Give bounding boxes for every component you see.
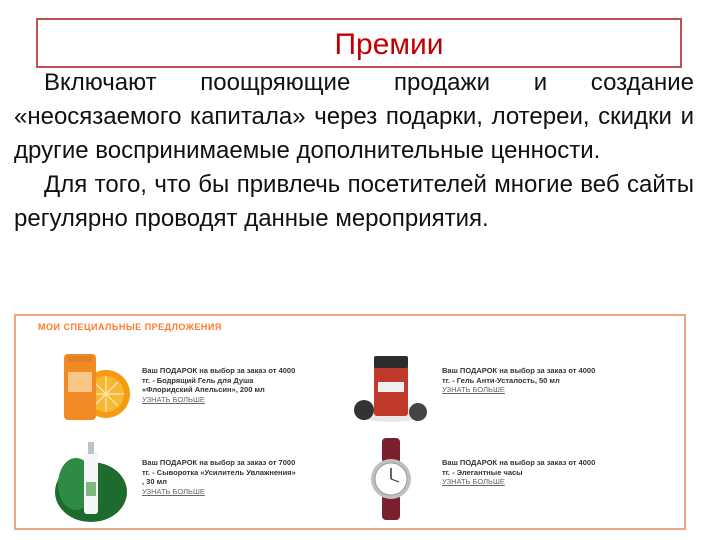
offer-item[interactable] [346, 434, 646, 524]
special-offers-screenshot [14, 314, 686, 530]
offer-text [442, 366, 652, 395]
shower-gel-orange-icon [46, 342, 136, 432]
offer-line: тг. - Бодрящий Гель для Душа [142, 375, 254, 385]
offer-text [442, 458, 652, 487]
slide-title-box [36, 18, 682, 68]
offer-line: тг. - Сыворотка «Усилитель Увлажнения» [142, 467, 296, 477]
offer-line: Ваш ПОДАРОК на выбор за заказ от 7000 [142, 458, 296, 467]
paragraph-websites: Для того, что бы привлечь посетителей многие веб сайты регулярно проводят данные мероприятия. [14, 171, 694, 232]
special-offers-header: МОИ СПЕЦИАЛЬНЫЕ ПРЕДЛОЖЕНИЯ [38, 322, 222, 332]
offer-text [142, 458, 352, 496]
offer-line: тг. - Элегантные часы [442, 467, 523, 477]
offer-line: Ваш ПОДАРОК на выбор за заказ от 4000 [442, 458, 596, 467]
offer-item[interactable] [46, 342, 346, 432]
learn-more-link[interactable]: УЗНАТЬ БОЛЬШЕ [142, 486, 205, 496]
serum-bottle-icon [46, 434, 136, 524]
offer-line: , 30 мл [142, 477, 167, 486]
offer-text [142, 366, 352, 404]
learn-more-link[interactable]: УЗНАТЬ БОЛЬШЕ [142, 394, 205, 404]
slide-title: Премии [334, 28, 444, 61]
offer-item[interactable] [46, 434, 346, 524]
offer-line: тг. - Гель Анти-Усталость, 50 мл [442, 375, 560, 385]
learn-more-link[interactable]: УЗНАТЬ БОЛЬШЕ [442, 385, 505, 394]
slide-body [14, 66, 694, 236]
offer-line: Ваш ПОДАРОК на выбор за заказ от 4000 [142, 366, 296, 375]
offer-line: «Флоридский Апельсин», 200 мл [142, 385, 265, 394]
paragraph-premiums: Включают поощряющие продажи и создание «неосязаемого капитала» через подарки, лотереи, скидки и другие воспринимаемые дополнительные ценности. [14, 69, 694, 164]
offer-line: Ваш ПОДАРОК на выбор за заказ от 4000 [442, 366, 596, 375]
wrist-watch-icon [346, 434, 436, 524]
offer-item[interactable] [346, 342, 646, 432]
anti-fatigue-gel-icon [346, 342, 436, 432]
learn-more-link[interactable]: УЗНАТЬ БОЛЬШЕ [442, 477, 505, 486]
